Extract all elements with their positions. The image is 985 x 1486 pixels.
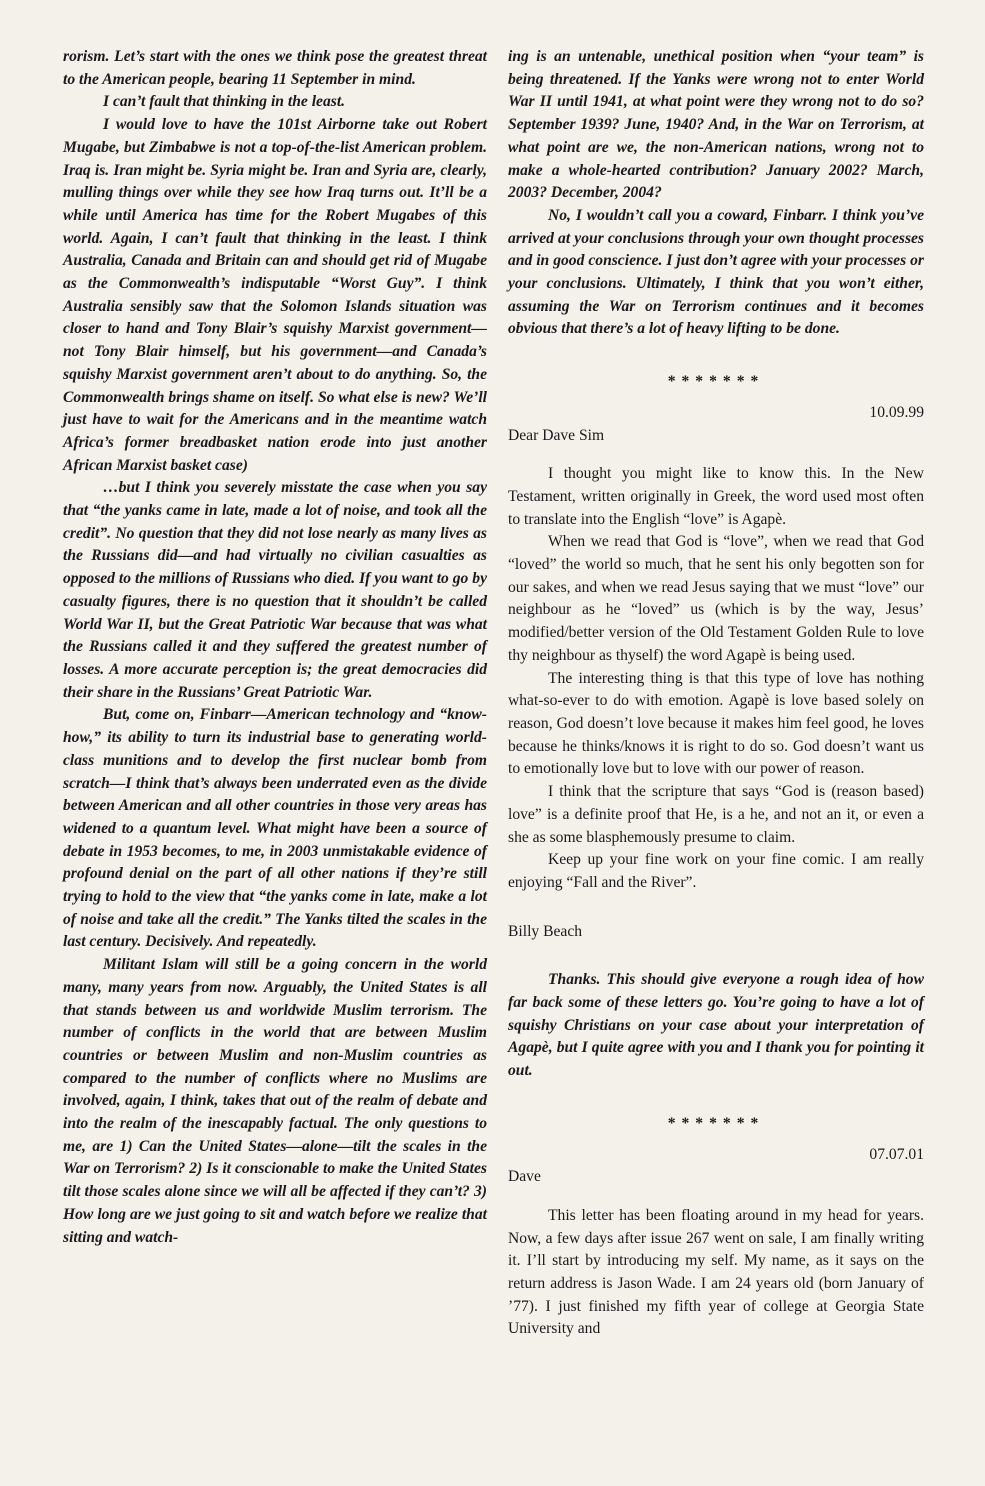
letter-paragraph: This letter has been floating around in my head for years. Now, a few days after issue 267 went on sale, I am finally writing it. I’ll start by introducing my self. My name, as it says on the return address is Jason Wade. I am 24 years old (born January of ’77). I just finished my fifth year of college at Georgia State University and [508,1206,924,1338]
section-separator: ******* [667,373,765,391]
letter-paragraph: The interesting thing is that this type of love has nothing what-so-ever to do with emotion. Agapè is love based solely on reason, God doesn’t love because it makes him feel good, he loves because he thinks/knows it is right to do so. God doesn’t want us to emotionally love but to love with our power of reason. [508,669,924,778]
right-column [508,46,924,1341]
left-paragraph: …but I think you severely misstate the case when you say that “the yanks came in late, made a lot of noise, and took all the credit”. No question that they did not lose nearly as many lives as the Russians did—and had virtually no civilian casualties as opposed to the millions of Russians who died. If you want to go by casualty figures, there is no question that it shouldn’t be called World War II, but the Great Patriotic War because that was what the Russians called it and they suffered the greatest number of losses. A more accurate perception is; the great democracies did their share in the Russians’ Great Patriotic War. [63,479,487,701]
left-paragraph: But, come on, Finbarr—American technology and “know-how,” its ability to turn its industrial base to generating world-class munitions and to develop the first nuclear bomb from scratch—I think that’s always been underrated even as the divide between American and all other countries in those very areas has widened to a quantum level. What might have been a source of debate in 1953 becomes, to me, in 2003 unmistakable evidence of profound denial on the part of all other nations if they’re still trying to hold to the view that “the yanks come in late, make a lot of noise and take all the credit.” The Yanks tilted the scales in the last century. Decisively. And repeatedly. [63,706,487,951]
reply-paragraph: Thanks. This should give everyone a rough idea of how far back some of these letters go. You’re going to have a lot of squishy Christians on your case about your interpretation of Agapè, but I quite agree with you and I thank you for pointing it out. [508,971,924,1080]
letter-salutation: Dear Dave Sim [508,426,605,444]
section-separator: ******* [667,1114,765,1132]
left-paragraph: Militant Islam will still be a going concern in the world many, many years from now. Arguably, the United States is all that stands between us and worldwide Muslim terrorism. The number of conflicts in the world that are between Muslim countries or between Muslim and non-Muslim countries as compared to the number of conflicts where no Muslims are involved, again, I think, takes that out of the realm of debate and into the realm of the inescapably factual. The only questions to me, are 1) Can the United States—alone—tilt the scales in the War on Terrorism? 2) Is it conscionable to make the United States tilt those scales alone since we will all be affected if they can’t? 3) How long are we just going to sit and watch before we realize that sitting and watch- [63,956,487,1246]
letter-signature: Billy Beach [508,922,583,940]
left-paragraph: rorism. Let’s start with the ones we think pose the greatest threat to the American people, bearing 11 September in mind. [63,48,487,88]
left-paragraph: I can’t fault that thinking in the least. [103,93,346,111]
letter-paragraph: Keep up your fine work on your fine comic. I am really enjoying “Fall and the River”. [508,851,924,891]
reply-paragraph: No, I wouldn’t call you a coward, Finbarr. I think you’ve arrived at your conclusions through your own thought processes and in good conscience. I just don’t agree with your processes or your conclusions. Ultimately, I think that you won’t either, assuming the War on Terrorism continues and it becomes obvious that there’s a lot of heavy lifting to be done. [508,206,924,338]
letter-salutation: Dave [508,1168,541,1186]
letter-paragraph: I thought you might like to know this. In the New Testament, written originally in Greek, the word used most often to translate into the English “love” is Agapè. [508,465,924,528]
left-paragraph: I would love to have the 101st Airborne take out Robert Mugabe, but Zimbabwe is not a top-of-the-list American problem. Iraq is. Iran might be. Syria might be. Iran and Syria are, clearly, mulling things over while they see how Iraq turns out. It’ll be a while until America has time for the Robert Mugabes of this world. Again, I can’t fault that thinking in the least. I think Australia, Canada and Britain can and should get rid of Mugabe as the Commonwealth’s indisputable “Worst Guy”. I think Australia sensibly saw that the Solomon Islands situation was closer to hand and Tony Blair’s squishy Marxist government—not Tony Blair himself, but his government—and Canada’s squishy Marxist government aren’t about to do anything. So, the Commonwealth brings shame on itself. So what else is new? We’ll just have to wait for the Americans and in the meantime watch Africa’s former breadbasket nation erode into just another African Marxist basket case) [63,116,487,474]
letter-date: 10.09.99 [869,403,924,421]
letter-paragraph: I think that the scripture that says “God is (reason based) love” is a definite proof that He, is a he, and not an it, or even a she as some blasphemously presume to claim. [508,783,924,846]
letter-paragraph: When we read that God is “love”, when we read that God “loved” the world so much, that he sent his only begotten son for our sakes, and when we read Jesus saying that we must “love” our neighbour as he “loved” us (which is by the way, Jesus’ modified/better version of the Old Testament Golden Rule to love thy neighbour as thyself) the word Agapè is being used. [508,533,924,664]
left-column [63,46,487,1249]
reply-paragraph: ing is an untenable, unethical position when “your team” is being threatened. If the Yanks were wrong not to enter World War II until 1941, at what point were they wrong not to do so? September 1939? June, 1940? And, in the War on Terrorism, at what point are we, the non-American nations, wrong not to make a whole-hearted contribution? January 2002? March, 2003? December, 2004? [508,48,924,202]
letter-date: 07.07.01 [869,1145,924,1163]
